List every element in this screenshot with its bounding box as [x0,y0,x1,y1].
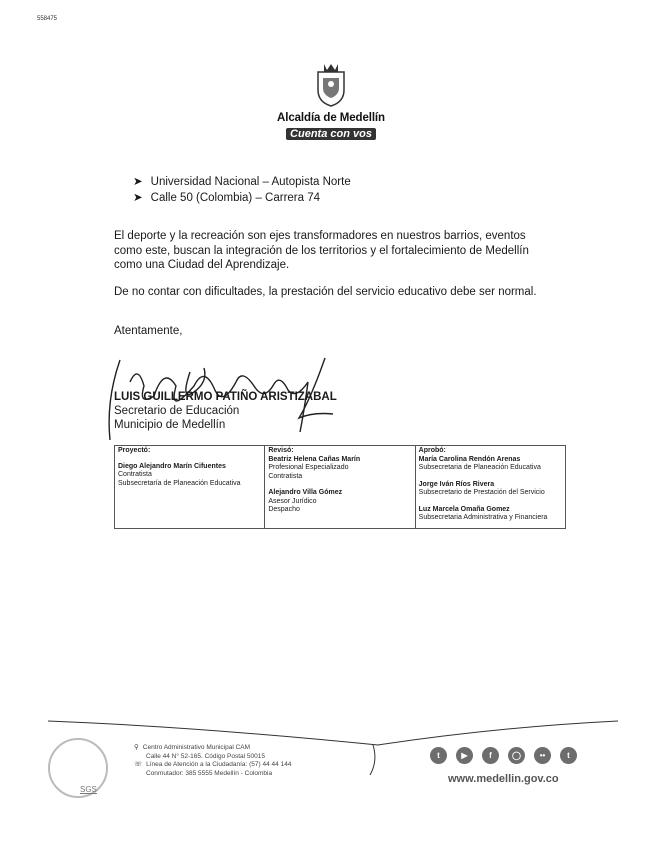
list-item: ➤ Calle 50 (Colombia) – Carrera 74 [133,192,321,204]
arrow-bullet-icon: ➤ [133,176,143,188]
instagram-icon[interactable]: ◯ [508,747,525,764]
website-link[interactable]: www.medellin.gov.co [448,773,559,785]
signatory-name: LUIS GUILLERMO PATIÑO ARISTIZABAL [114,391,337,403]
coat-of-arms-icon [314,62,348,108]
footer-address: ⚲ Centro Administrativo Municipal CAM Calle 44 N° 52-165. Código Postal 50015 ☏ Línea de Atención a la Ciudadanía: (57) 44 44 144 Conmutador: 385 5555 Medellín - Colombia [134,744,292,777]
closing: Atentamente, [114,325,183,337]
header-logo [270,62,392,142]
reviso-cell: Revisó: Beatriz Helena Cañas Marín Profesional Especializado Contratista Alejandro Villa Gómez Asesor Jurídico Despacho [265,446,415,529]
signatory-org: Municipio de Medellín [114,419,226,431]
social-icons [430,747,577,764]
document-id: 558475 [37,16,58,22]
body-paragraph: De no contar con dificultades, la prestación del servicio educativo debe ser normal. [114,286,537,298]
body-paragraph: El deporte y la recreación son ejes transformadores en nuestros barrios, eventos como este, buscan la integración de los territorios y el fortalecimiento de Medellín como una Ciudad del Aprendizaje. [114,230,529,271]
facebook-icon[interactable]: f [482,747,499,764]
youtube-icon[interactable]: ▶ [456,747,473,764]
tumblr-icon[interactable]: t [560,747,577,764]
list-item: ➤ Universidad Nacional – Autopista Norte [133,176,351,188]
signatory-title: Secretario de Educación [114,405,240,417]
arrow-bullet-icon: ➤ [133,192,143,204]
brand-name: Alcaldía de Medellín [277,112,385,124]
location-pin-icon: ⚲ [134,744,139,751]
approvals-table [114,445,566,529]
brand-slogan: Cuenta con vos [286,128,376,140]
flickr-icon[interactable]: •• [534,747,551,764]
aprobo-cell: Aprobó: María Carolina Rendón Arenas Subsecretaria de Planeación Educativa Jorge Iván Ríos Rivera Subsecretario de Prestación del Servicio Luz Marcela Omaña Gomez Subsecretaria Administrativa y Financiera [415,446,565,529]
certification-seal-icon [48,738,108,798]
twitter-icon[interactable]: t [430,747,447,764]
phone-icon: ☏ [134,761,143,768]
seal-label: SGS [80,785,97,794]
proyecto-cell: Proyectó: Diego Alejandro Marín Cifuentes Contratista Subsecretaría de Planeación Educativa [115,446,265,529]
location-list [133,174,351,206]
